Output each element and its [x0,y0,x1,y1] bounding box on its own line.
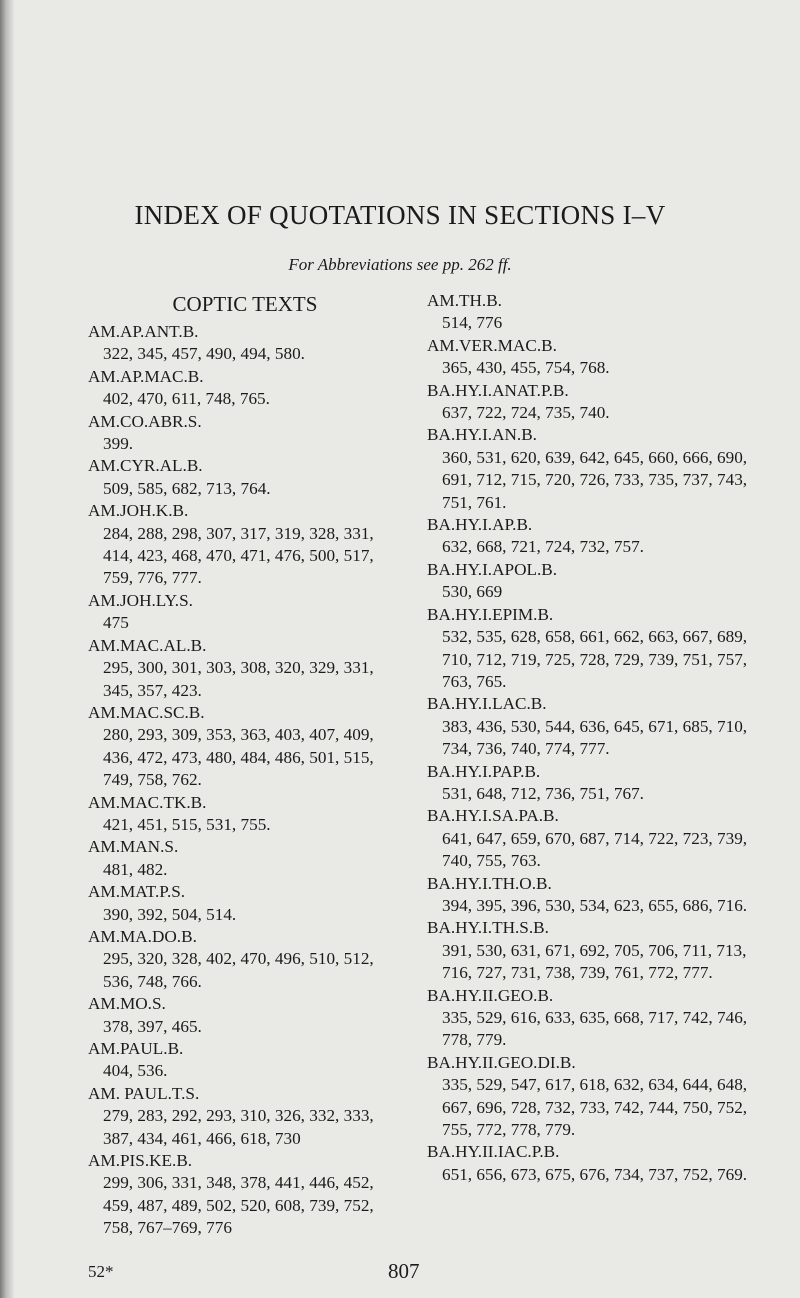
index-entry [427,1141,757,1186]
entry-page-references: 284, 288, 298, 307, 317, 319, 328, 331, 414, 423, 468, 470, 471, 476, 500, 517, 759, 776, 777. [103,523,374,588]
entry-abbreviation: AM.CYR.AL.B. [88,456,203,476]
entry-abbreviation: BA.HY.II.GEO.DI.B. [427,1052,576,1072]
entry-abbreviation: AM.CO.ABR.S. [88,411,202,431]
entry-page-references: 394, 395, 396, 530, 534, 623, 655, 686, 716. [442,895,748,915]
page-number: 807 [388,1259,420,1283]
entry-page-references: 402, 470, 611, 748, 765. [103,389,270,409]
entry-abbreviation: AM.PIS.KE.B. [88,1151,193,1171]
entry-abbreviation: BA.HY.II.GEO.B. [427,985,554,1005]
index-entry [88,411,388,456]
entry-page-references: 651, 656, 673, 675, 676, 734, 737, 752, 769. [442,1164,748,1184]
entry-abbreviation: AM.JOH.K.B. [88,501,189,521]
left-entry-list [88,321,388,1240]
page-title: INDEX OF QUOTATIONS IN SECTIONS I–V [134,200,666,230]
right-entry-list [427,290,757,1186]
index-entry [427,514,757,559]
index-entry [88,455,388,500]
index-entry [427,1052,757,1142]
entry-abbreviation: BA.HY.I.AN.B. [427,425,537,445]
entry-abbreviation: AM. PAUL.T.S. [88,1083,200,1103]
entry-page-references: 279, 283, 292, 293, 310, 326, 332, 333, 387, 434, 461, 466, 618, 730 [103,1106,374,1148]
index-entry [88,366,388,411]
index-entry [88,993,388,1038]
entry-abbreviation: BA.HY.II.IAC.P.B. [427,1142,560,1162]
entry-page-references: 532, 535, 628, 658, 661, 662, 663, 667, 689, 710, 712, 719, 725, 728, 729, 739, 751, 757, 763, 765. [442,627,748,691]
index-entry [88,500,388,590]
entry-abbreviation: AM.MAC.AL.B. [88,635,207,655]
book-spine-shadow [0,0,14,1298]
entry-page-references: 335, 529, 547, 617, 618, 632, 634, 644, 648, 667, 696, 728, 732, 733, 742, 744, 750, 752, 755, 772, 778, 779. [442,1075,748,1140]
entry-abbreviation: AM.MAC.SC.B. [88,702,205,722]
entry-page-references: 322, 345, 457, 490, 494, 580. [103,344,305,364]
entry-page-references: 390, 392, 504, 514. [103,904,237,924]
entry-abbreviation: BA.HY.I.EPIM.B. [427,604,554,624]
entry-abbreviation: BA.HY.I.TH.O.B. [427,873,552,893]
right-index-column [427,290,757,1186]
entry-page-references: 632, 668, 721, 724, 732, 757. [442,537,644,557]
entry-page-references: 365, 430, 455, 754, 768. [442,358,610,378]
entry-abbreviation: AM.AP.ANT.B. [88,322,199,341]
entry-abbreviation: AM.MO.S. [88,994,166,1014]
index-entry [427,917,757,984]
abbreviations-note: For Abbreviations see pp. 262 ff. [288,255,512,274]
entry-page-references: 509, 585, 682, 713, 764. [103,478,271,498]
index-entry [427,424,757,514]
index-entry [88,836,388,881]
entry-abbreviation: AM.PAUL.B. [88,1039,184,1058]
entry-page-references: 514, 776 [442,313,503,333]
index-entry [427,985,757,1052]
index-entry [88,635,388,702]
entry-abbreviation: BA.HY.I.APOL.B. [427,559,558,579]
entry-abbreviation: BA.HY.I.SA.PA.B. [427,806,559,826]
entry-abbreviation: AM.MA.DO.B. [88,926,197,946]
signature-mark: 52* [88,1262,114,1281]
entry-abbreviation: AM.MAT.P.S. [88,882,186,902]
entry-abbreviation: AM.MAC.TK.B. [88,792,207,812]
entry-page-references: 299, 306, 331, 348, 378, 441, 446, 452, 459, 487, 489, 502, 520, 608, 739, 752, 758, 767–769, 776 [103,1173,374,1238]
entry-page-references: 399. [103,434,134,454]
index-entry [427,693,757,760]
index-entry [88,1083,388,1150]
entry-page-references: 637, 722, 724, 735, 740. [442,403,610,423]
entry-abbreviation: AM.JOH.LY.S. [88,590,193,610]
index-entry [427,559,757,604]
index-entry [88,792,388,837]
index-entry [427,805,757,872]
entry-abbreviation: BA.HY.I.PAP.B. [427,761,541,781]
index-entry [427,335,757,380]
entry-page-references: 280, 293, 309, 353, 363, 403, 407, 409, 436, 472, 473, 480, 484, 486, 501, 515, 749, 758, 762. [103,725,374,790]
entry-page-references: 421, 451, 515, 531, 755. [103,814,271,834]
section-heading: COPTIC TEXTS [172,292,318,316]
entry-page-references: 360, 531, 620, 639, 642, 645, 660, 666, 690, 691, 712, 715, 720, 726, 733, 735, 737, 743, 751, 761. [442,447,748,512]
entry-page-references: 531, 648, 712, 736, 751, 767. [442,783,644,803]
index-entry [88,1038,388,1083]
entry-page-references: 475 [103,613,129,633]
entry-page-references: 295, 300, 301, 303, 308, 320, 329, 331, 345, 357, 423. [103,658,374,700]
index-entry [88,590,388,635]
index-entry [88,1150,388,1240]
entry-page-references: 378, 397, 465. [103,1016,202,1036]
entry-page-references: 481, 482. [103,859,168,879]
entry-abbreviation: BA.HY.I.AP.B. [427,515,533,535]
entry-page-references: 295, 320, 328, 402, 470, 496, 510, 512, 536, 748, 766. [103,949,374,991]
left-index-column [88,290,388,1240]
index-entry [427,761,757,806]
entry-page-references: 404, 536. [103,1061,168,1081]
entry-page-references: 530, 669 [442,582,503,602]
entry-abbreviation: AM.AP.MAC.B. [88,366,204,386]
entry-abbreviation: AM.TH.B. [427,291,502,310]
entry-page-references: 335, 529, 616, 633, 635, 668, 717, 742, 746, 778, 779. [442,1008,748,1050]
index-entry [88,926,388,993]
index-entry [427,290,757,335]
index-entry [427,604,757,694]
index-entry [88,702,388,792]
index-entry [427,380,757,425]
entry-abbreviation: BA.HY.I.TH.S.B. [427,918,549,938]
entry-abbreviation: AM.VER.MAC.B. [427,335,557,355]
entry-page-references: 641, 647, 659, 670, 687, 714, 722, 723, 739, 740, 755, 763. [442,828,748,871]
entry-abbreviation: BA.HY.I.ANAT.P.B. [427,380,569,400]
index-entry [88,321,388,366]
entry-page-references: 391, 530, 631, 671, 692, 705, 706, 711, 713, 716, 727, 731, 738, 739, 761, 772, 777. [442,940,747,983]
index-entry [88,881,388,926]
index-entry [427,873,757,918]
entry-page-references: 383, 436, 530, 544, 636, 645, 671, 685, 710, 734, 736, 740, 774, 777. [442,716,748,759]
entry-abbreviation: BA.HY.I.LAC.B. [427,694,547,714]
entry-abbreviation: AM.MAN.S. [88,837,179,857]
